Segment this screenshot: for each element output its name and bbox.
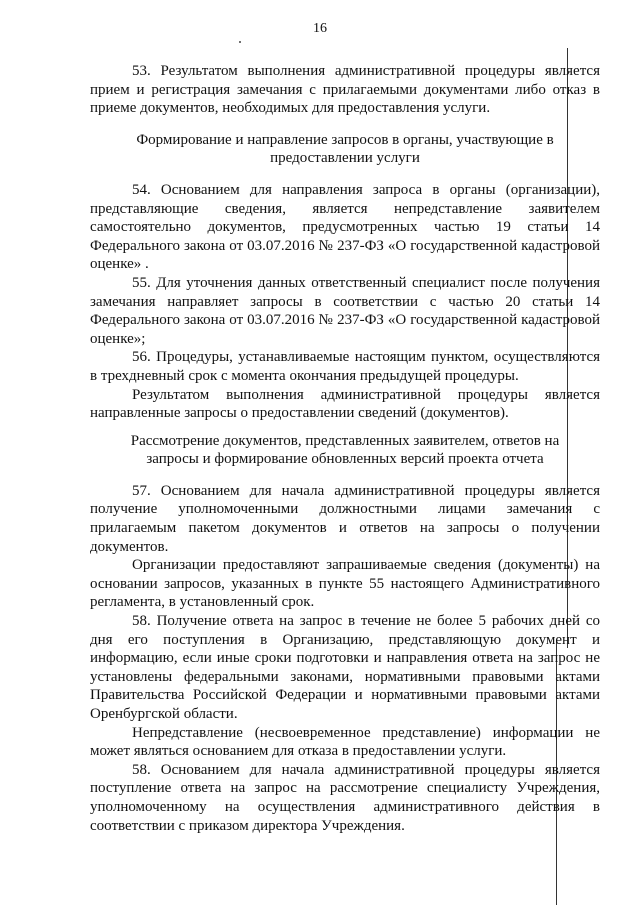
document-body bbox=[90, 62, 600, 835]
paragraph-56-result: Результатом выполнения административной процедуры является направленные запросы о предоставлении сведений (документов). bbox=[90, 386, 600, 422]
paragraph-57: 57. Основанием для начала административной процедуры является получение уполномоченными должностными лицами замечания с прилагаемым пакетом документов и ответов на запросы о получении документов. bbox=[90, 482, 600, 555]
paragraph-56: 56. Процедуры, устанавливаемые настоящим пунктом, осуществляются в трехдневный срок с момента окончания предыдущей процедуры. bbox=[90, 349, 600, 384]
page-number: 16 bbox=[313, 21, 327, 36]
paragraph-58-nonsubmission: Непредставление (несвоевременное представление) информации не может являться основанием для отказа в предоставлении услуги. bbox=[90, 724, 600, 760]
paragraph-58-basis: 58. Основанием для начала административной процедуры является поступление ответа на запрос на рассмотрение специалисту Учреждения, уполномоченному на осуществления административного действия в соответствии с приказом директора Учреждения. bbox=[90, 761, 600, 834]
paragraph-57-organizations: Организации предоставляют запрашиваемые сведения (документы) на основании запросов, указанных в пункте 55 настоящего Административного регламента, в установленный срок. bbox=[90, 557, 600, 611]
paragraph-53-result: 53. Результатом выполнения административной процедуры является прием и регистрация замечания с прилагаемыми документами либо отказ в приеме документов, необходимых для предоставления услуги. bbox=[90, 63, 600, 117]
section-heading-review: Рассмотрение документов, представленных заявителем, ответов на запросы и формирование обновленных версий проекта отчета bbox=[130, 432, 560, 468]
section-heading-requests: Формирование и направление запросов в органы, участвующие в предоставлении услуги bbox=[136, 131, 554, 167]
paragraph-54: 54. Основанием для направления запроса в органы (организации), представляющие сведения, является непредставление заявителем самостоятельно документов, предусмотренных частью 19 статьи 14 Федерального закона от 03.07.2016 № 237-ФЗ «О государственной кадастровой оценке» . bbox=[90, 181, 600, 273]
paragraph-55: 55. Для уточнения данных ответственный специалист после получения замечания направляет запросы в соответствии с частью 20 статьи 14 Федерального закона от 03.07.2016 № 237-ФЗ «О государственной кадастровой оценке»; bbox=[90, 274, 600, 347]
paragraph-58-response: 58. Получение ответа на запрос в течение не более 5 рабочих дней со дня его поступления в Организацию, представляющую документ и информацию, если иные сроки подготовки и направления ответа на запрос не установлены федеральными законами, нормативными правовыми актами Правительства Российской Федерации и нормативными правовыми актами Оренбургской области. bbox=[90, 613, 600, 722]
scan-speck bbox=[239, 41, 241, 43]
